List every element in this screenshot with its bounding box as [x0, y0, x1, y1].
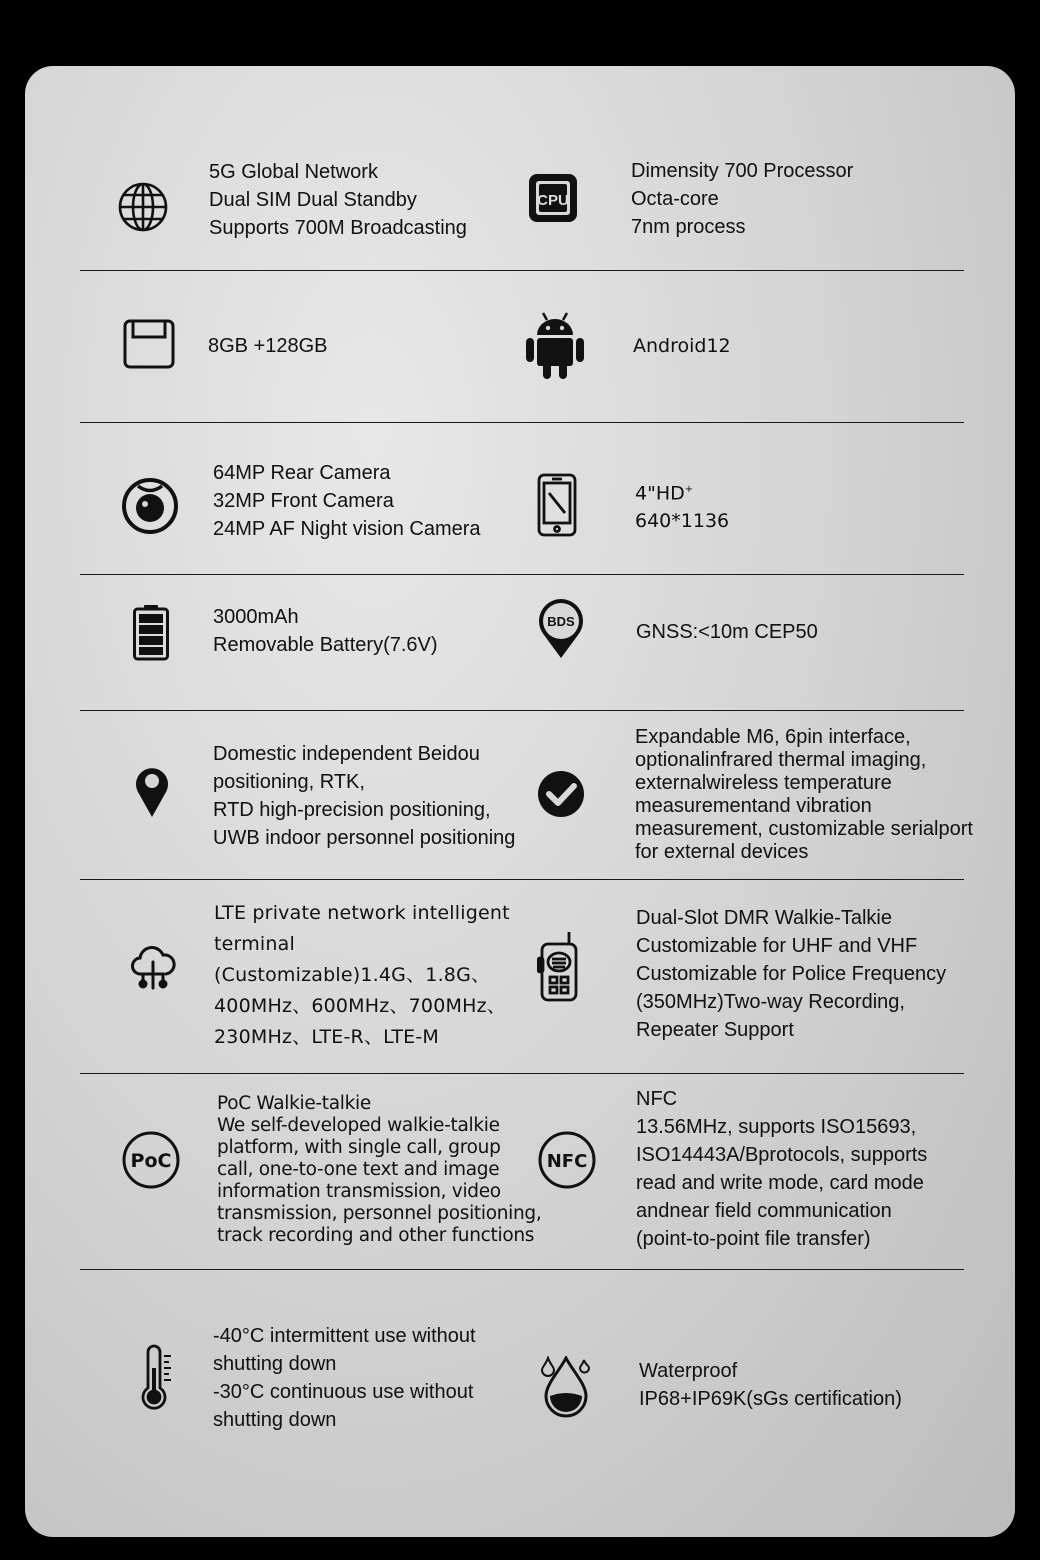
walkie-talkie-icon — [537, 930, 581, 1002]
phone-screen-icon — [537, 473, 577, 537]
cpu-icon-label: CPU — [537, 192, 569, 209]
nfc-spec-text: NFC 13.56MHz, supports ISO15693, ISO14443A/Bprotocols, supports read and write mode, card mode andnear field communication (point-to-point file transfer) — [636, 1088, 928, 1250]
cloud-network-icon — [130, 944, 176, 990]
dmr-spec-text: Dual-Slot DMR Walkie-Talkie Customizable for UHF and VHF Customizable for Police Frequency (350MHz)Two-way Recording, Repeater Support — [636, 907, 947, 1041]
poc-spec-text: PoC Walkie-talkie We self-developed walkie-talkie platform, with single call, group call, one-to-one text and image information transmission, video transmission, personnel positioning, track recording and other functions — [217, 1093, 542, 1246]
spec-card — [25, 66, 1015, 1537]
lte-spec-text: LTE private network intelligent terminal (Customizable)1.4G、1.8G、 400MHz、600MHz、700MHz、 230MHz、LTE-R、LTE-M — [214, 902, 510, 1048]
row-divider — [80, 574, 964, 575]
display-size-sup: + — [684, 484, 694, 495]
expansion-spec-text: Expandable M6, 6pin interface, optionalinfrared thermal imaging, externalwireless temperature measurementand vibration measurement, customizable serialport for external devices — [635, 726, 973, 863]
battery-icon — [133, 605, 169, 661]
row-divider — [80, 710, 964, 711]
display-size: 4"HD — [635, 482, 685, 505]
positioning-spec-text: Domestic independent Beidou positioning, RTK, RTD high-precision positioning, UWB indoor personnel positioning — [213, 743, 516, 849]
network-spec-text: 5G Global Network Dual SIM Dual Standby Supports 700M Broadcasting — [209, 161, 467, 239]
processor-spec-text: Dimensity 700 Processor Octa-core 7nm process — [631, 160, 854, 238]
os-spec-text: Android12 — [633, 335, 731, 357]
thermometer-icon — [140, 1344, 174, 1410]
nfc-icon-label: NFC — [546, 1151, 588, 1172]
cpu-icon — [527, 172, 579, 224]
row-divider — [80, 879, 964, 880]
gnss-spec-text: GNSS:<10m CEP50 — [636, 621, 818, 643]
display-resolution: 640*1136 — [635, 510, 730, 533]
location-pin-icon — [134, 764, 170, 818]
row-divider — [80, 422, 964, 423]
storage-icon — [123, 319, 175, 369]
temperature-spec-text: -40°C intermittent use without shutting down -30°C continuous use without shutting down — [213, 1325, 476, 1431]
row-divider — [80, 1073, 964, 1074]
waterproof-spec-text: Waterproof IP68+IP69K(sGs certification) — [639, 1360, 902, 1410]
nfc-icon — [537, 1130, 597, 1190]
water-drop-icon — [540, 1356, 592, 1418]
check-circle-icon — [537, 770, 585, 818]
camera-icon — [121, 477, 179, 535]
bds-pin-icon — [536, 598, 586, 660]
battery-spec-text: 3000mAh Removable Battery(7.6V) — [213, 606, 438, 656]
bds-icon-label: BDS — [547, 614, 575, 629]
display-spec-text — [635, 476, 729, 535]
poc-icon — [121, 1130, 181, 1190]
camera-spec-text: 64MP Rear Camera 32MP Front Camera 24MP AF Night vision Camera — [213, 462, 481, 540]
globe-icon — [117, 181, 169, 233]
android-icon — [525, 311, 585, 379]
memory-spec-text: 8GB +128GB — [208, 335, 328, 357]
row-divider — [80, 270, 964, 271]
row-divider — [80, 1269, 964, 1270]
poc-icon-label: PoC — [130, 1150, 172, 1172]
